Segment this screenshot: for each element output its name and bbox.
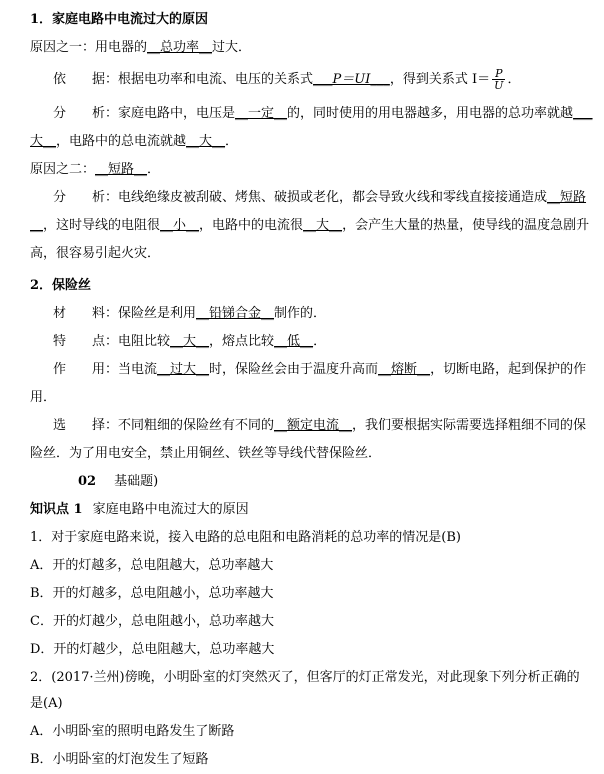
- reason1-prefix: 原因之一：用电器的: [30, 40, 148, 55]
- reason2-answer: __短路__: [95, 162, 148, 177]
- analysis2-text-a: 分 析：电线绝缘皮被刮破、烤焦、破损或老化，都会导致火线和零线直接接通造成: [53, 190, 548, 205]
- analysis2-text-c: ，电路中的电流很: [199, 218, 304, 233]
- knowledge-point-text: 家庭电路中电流过大的原因: [92, 502, 249, 517]
- analysis1-text-a: 分 析：家庭电路中，电压是: [53, 106, 236, 121]
- analysis1-answer-b: ___: [573, 106, 593, 121]
- material-line: [53, 304, 601, 324]
- question2-option-a: A．小明卧室的照明电路发生了断路: [30, 724, 235, 739]
- material-prefix: 材 料：保险丝是利用: [53, 306, 197, 321]
- function-text-c: ，切断电路，起到保护的作: [430, 362, 587, 377]
- feature-suffix: ．: [313, 334, 327, 349]
- feature-line: [53, 332, 601, 352]
- basis-text-c: ．: [507, 72, 521, 87]
- basis-text-a: 根据电功率和电流、电压的关系式: [118, 72, 314, 87]
- exercise-header-number: 02: [78, 474, 97, 489]
- feature-answer-2: __低__: [274, 334, 314, 349]
- knowledge-point: [30, 500, 578, 520]
- basis-label: 依 据：: [53, 72, 119, 87]
- fraction-denominator: U: [494, 79, 504, 92]
- section2-title: 2．保险丝: [30, 278, 92, 293]
- analysis1-answer-d: __大__: [186, 134, 226, 149]
- question2-stem-line2: 是(A): [30, 696, 63, 711]
- basis-line: [53, 67, 601, 92]
- reason2-prefix: 原因之二：: [30, 162, 96, 177]
- basis-answer: ___P＝UI___: [313, 72, 390, 87]
- feature-mid: ，熔点比较: [209, 334, 275, 349]
- reason2-suffix: ．: [147, 162, 161, 177]
- function-text-a: 作 用：当电流: [53, 362, 158, 377]
- question2-option-b: B．小明卧室的灯泡发生了短路: [30, 752, 209, 767]
- analysis2-answer-b: __: [30, 218, 43, 233]
- reason1-suffix: 过大．: [212, 40, 252, 55]
- analysis1-text-c: ，电路中的总电流就越: [56, 134, 187, 149]
- knowledge-point-label: 知识点 1: [30, 502, 83, 517]
- reason1-answer: __总功率__: [147, 40, 213, 55]
- analysis2-line2: [30, 216, 590, 236]
- analysis1-text-b: 的，同时使用的用电器越多，用电器的总功率就越: [287, 106, 574, 121]
- section1-title: 1．家庭电路中电流过大的原因: [30, 12, 209, 27]
- analysis2-text-d: ，会产生大量的热量，使导线的温度急剧升: [342, 218, 590, 233]
- question1-option-a: A．开的灯越多，总电阻越大，总功率越大: [30, 558, 274, 573]
- formula-fraction: [492, 68, 505, 91]
- exercise-header-text: 基础题): [114, 474, 159, 489]
- question1-option-b: B．开的灯越多，总电阻越小，总功率越大: [30, 586, 274, 601]
- exercise-header: [78, 472, 604, 492]
- analysis2-text-b: ，这时导线的电阻很: [43, 218, 161, 233]
- reason1-line: [30, 38, 578, 58]
- function-answer-2: __熔断__: [378, 362, 431, 377]
- function-line1: [53, 360, 601, 380]
- analysis1-answer-c: 大__: [30, 134, 57, 149]
- analysis1-line1: [53, 104, 601, 124]
- material-answer: __铅锑合金__: [196, 306, 275, 321]
- choose-line2: 险丝．为了用电安全，禁止用铜丝、铁丝等导线代替保险丝．: [30, 446, 382, 461]
- reason2-line: [30, 160, 578, 180]
- choose-line1: [53, 416, 601, 436]
- function-line2: 用．: [30, 390, 57, 405]
- analysis2-answer-d: __大__: [303, 218, 343, 233]
- analysis2-line3: 高，很容易引起火灾．: [30, 246, 161, 261]
- analysis2-answer-c: __小__: [160, 218, 200, 233]
- choose-answer: __额定电流__: [274, 418, 353, 433]
- function-text-b: 时，保险丝会由于温度升高而: [209, 362, 379, 377]
- analysis1-answer-a: __一定__: [235, 106, 288, 121]
- question1-stem: 1．对于家庭电路来说，接入电路的总电阻和电路消耗的总功率的情况是(B): [30, 530, 461, 545]
- analysis2-answer-a: __短路: [547, 190, 587, 205]
- feature-answer-1: __大__: [170, 334, 210, 349]
- feature-prefix: 特 点：电阻比较: [53, 334, 171, 349]
- fraction-numerator: P: [492, 68, 505, 80]
- analysis2-line1: [53, 188, 601, 208]
- function-answer-1: __过大__: [157, 362, 210, 377]
- choose-text-a: 选 择：不同粗细的保险丝有不同的: [53, 418, 275, 433]
- choose-text-b: ，我们要根据实际需要选择粗细不同的保: [352, 418, 587, 433]
- basis-text-b: ，得到关系式 I＝: [389, 72, 491, 87]
- analysis1-text-d: ．: [225, 134, 239, 149]
- analysis1-line2: [30, 132, 578, 152]
- question2-stem-line1: 2．(2017·兰州)傍晚，小明卧室的灯突然灭了，但客厅的灯正常发光，对此现象下列分析正确的: [30, 670, 580, 685]
- material-suffix: 制作的．: [274, 306, 327, 321]
- question1-option-d: D．开的灯越少，总电阻越大，总功率越大: [30, 642, 275, 657]
- question1-option-c: C．开的灯越少，总电阻越小，总功率越大: [30, 614, 274, 629]
